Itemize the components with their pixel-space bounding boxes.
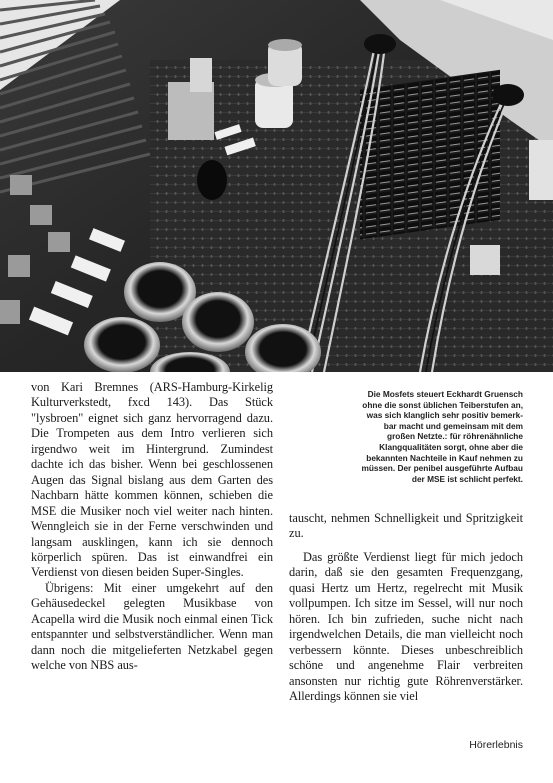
caption-line: bekannten Nachteile in Kauf nehmen zu xyxy=(366,452,523,463)
caption-line: der MSE ist schlicht perfekt. xyxy=(411,473,523,484)
article-column-left xyxy=(31,380,273,674)
caption-line: ohne die sonst üblichen Teiberstufen an, xyxy=(362,399,523,410)
photo-caption xyxy=(289,389,523,484)
caption-line: großen Netzte.: für röhrenähnliche xyxy=(387,431,523,442)
article-paragraph: von Kari Bremnes (ARS-Hamburg-Kirkelig Kulturverkstedt, fxcd 143). Das Stück "lysbroen" eignet sich ganz hervorragend dazu. Die Trompeten aus dem Intro verlieren sich irgendwo weit im Hintergrund. Zumindest dachte ich das bisher. Wenn bei geschlossenen Augen das Signal bislang aus dem Garten des Nachbarn hätte kommen können, schieben die MSE die Musiker noch viel weiter nach hinten. Wenngleich sie in der Ferne verschwinden und langsam ausklingen, kann ich sie dennoch körperlich spüren. Das ist einwandfrei ein Verdienst von diesen beiden Super-Singles. xyxy=(31,380,273,580)
caption-line: müssen. Der penibel ausgeführte Aufbau xyxy=(361,463,523,474)
article-paragraph: Das größte Verdienst liegt für mich jedoch darin, daß sie den gesamten Frequenzgang, quasi Hertz um Hertz, regelrecht mit Musik vollpumpen. Ich sitze im Sessel, will nur noch hören. Ich bin zufrieden, suche nicht nach irgendwelchen Details, die man vielleicht noch verbessern könnte. Dieses unbeschreiblich schöne und angenehme Flair verbreiten ansonsten nur richtig gute Röhrenverstärker. Allerdings können sie viel xyxy=(289,549,523,703)
article-paragraph: tauscht, nehmen Schnelligkeit und Spritzigkeit zu. xyxy=(289,511,523,541)
caption-line: was sich klanglich sehr positiv bemerk- xyxy=(366,410,523,421)
article-column-right xyxy=(289,511,523,704)
section-footer: Hörerlebnis xyxy=(469,739,523,751)
article-paragraph: Übrigens: Mit einer umgekehrt auf den Gehäusedeckel gelegten Musikbase von Acapella wird die Musik noch einmal einen Tick entspannter und selbstverständlicher. Wenn man dann noch die mitgelieferten Netzkabel gegen welche von NBS aus- xyxy=(31,580,273,673)
caption-line: Die Mosfets steuert Eckhardt Gruensch xyxy=(367,389,523,399)
amplifier-interior-photo xyxy=(0,0,553,372)
caption-line: Klangqualitäten sorgt, ohne aber die xyxy=(379,441,523,452)
caption-line: bar macht und gemeinsam mit dem xyxy=(383,420,523,431)
